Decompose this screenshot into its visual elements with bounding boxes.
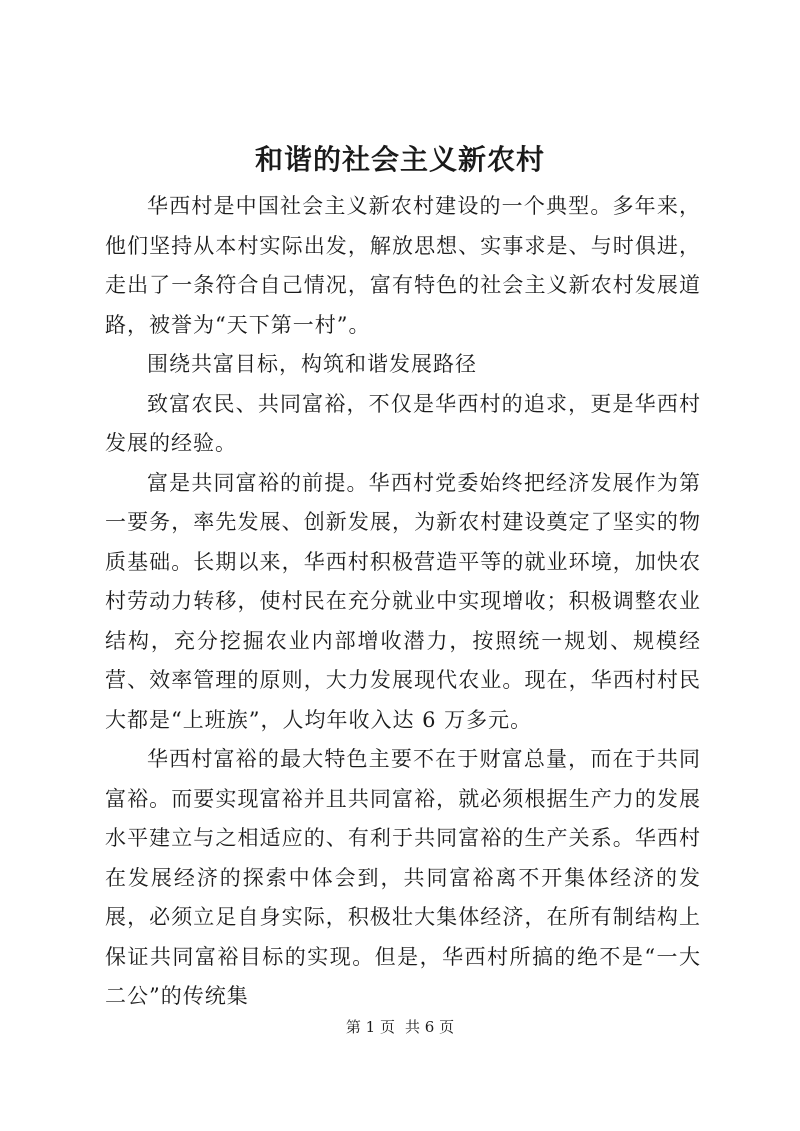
paragraph: 华西村是中国社会主义新农村建设的一个典型。多年来，他们坚持从本村实际出发，解放思想、实事求是、与时俱进，走出了一条符合自己情况，富有特色的社会主义新农村发展道路，被誉为“天下第一村”。 [105, 194, 701, 337]
paragraph: 华西村富裕的最大特色主要不在于财富总量，而在于共同富裕。而要实现富裕并且共同富裕，就必须根据生产力的发展水平建立与之相适应的、有利于共同富裕的生产关系。华西村在发展经济的探索中体会到，共同富裕离不开集体经济的发展，必须立足自身实际，积极壮大集体经济，在所有制结构上保证共同富裕目标的实现。但是，华西村所搞的绝不是“一大二公”的传统集 [105, 747, 701, 1008]
document-title: 和谐的社会主义新农村 [254, 143, 545, 176]
paragraph: 富是共同富裕的前提。华西村党委始终把经济发展作为第一要务，率先发展、创新发展，为新农村建设奠定了坚实的物质基础。长期以来，华西村积极营造平等的就业环境，加快农村劳动力转移，使村民在充分就业中实现增收；积极调整农业结构，充分挖掘农业内部增收潜力，按照统一规划、规模经营、效率管理的原则，大力发展现代农业。现在，华西村村民大都是“上班族”，人均年收入达 6 万多元。 [105, 470, 701, 732]
paragraph: 致富农民、共同富裕，不仅是华西村的追求，更是华西村发展的经验。 [105, 391, 701, 455]
page-number: 第 1 页 [345, 1018, 395, 1036]
section-heading: 围绕共富目标，构筑和谐发展路径 [147, 352, 477, 376]
page-footer [0, 1017, 800, 1037]
page-total: 共 6 页 [405, 1018, 455, 1036]
document-body [105, 187, 701, 1017]
